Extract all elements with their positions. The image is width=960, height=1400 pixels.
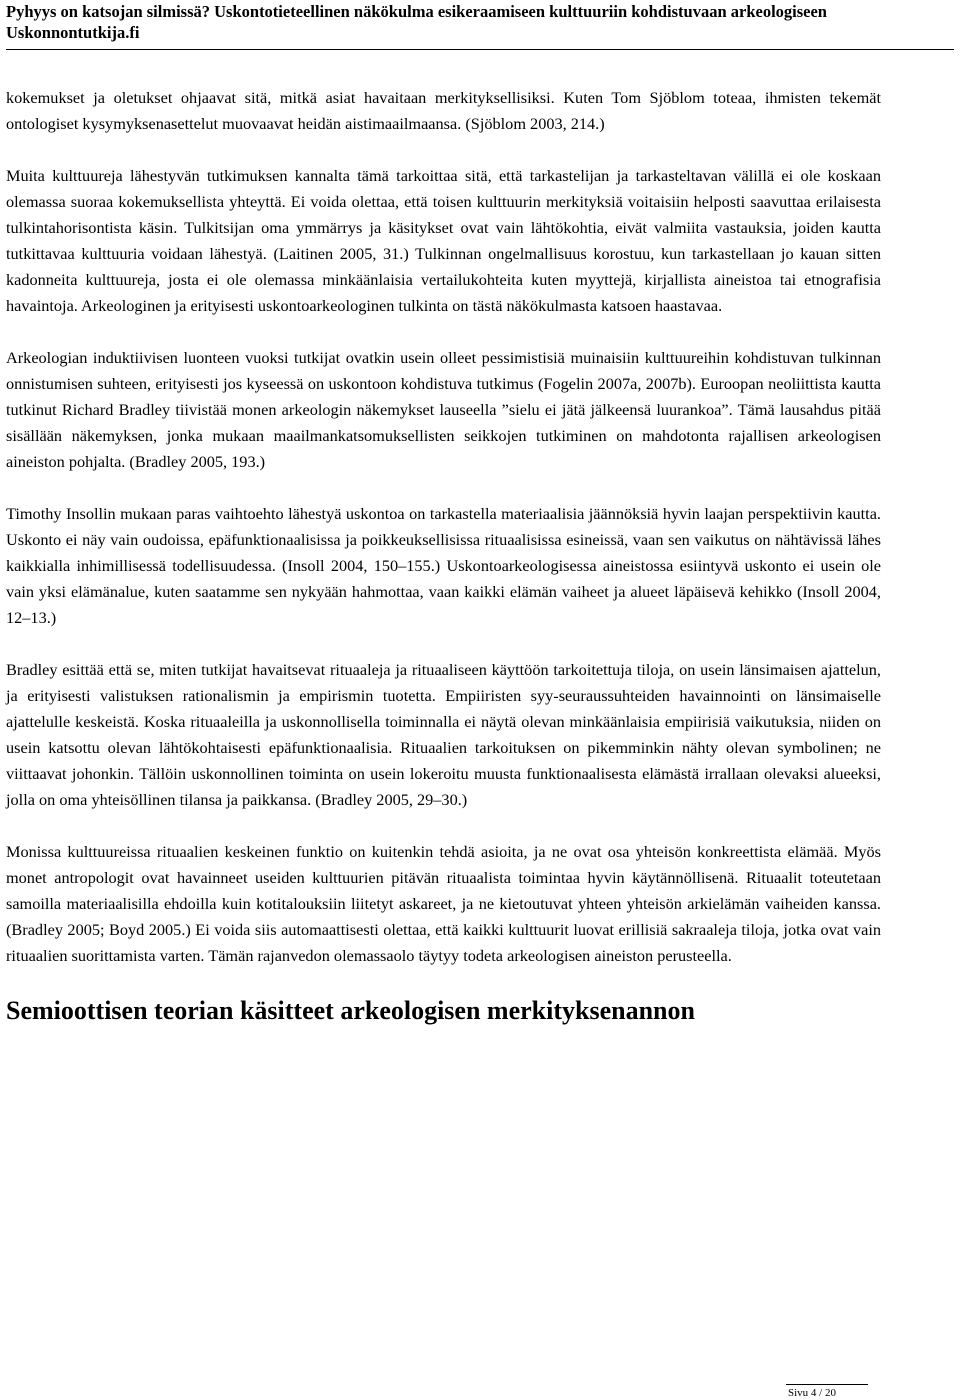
document-body [6, 85, 881, 1027]
paragraph-3: Arkeologian induktiivisen luonteen vuoksi tutkijat ovatkin usein olleet pessimistisiä muinaisiin kulttuureihin kohdistuvan tulkinnan onnistumisen suhteen, erityisesti jos kyseessä on uskontoon kohdistuva tutkimus (Fogelin 2007a, 2007b). Euroopan neoliittista kautta tutkinut Richard Bradley tiivistää monen arkeologin näkemykset lauseella ”sielu ei jätä jälkeensä luurankoa”. Tämä lausahdus pitää sisällään näkemyksen, jonka mukaan maailmankatsomuksellisten seikkojen tutkiminen on mahdotonta rajallisen arkeologisen aineiston pohjalta. (Bradley 2005, 193.) [6, 348, 881, 471]
running-header [6, 0, 954, 50]
footer-rule [786, 1384, 868, 1385]
paragraph-2: Muita kulttuureja lähestyvän tutkimuksen kannalta tämä tarkoittaa sitä, että tarkastelijan ja tarkasteltavan välillä ei ole koskaan olemassa suoraa kokemuksellista yhteyttä. Ei voida olettaa, että toisen kulttuurin merkityksiä voitaisiin helposti saavuttaa erilaisesta tulkintahorisontista käsin. Tulkitsijan oma ymmärrys ja käsitykset ovat vain lähtökohtia, eivät valmiita vastauksia, joiden kautta tutkittavaa kulttuuria voidaan lähestyä. (Laitinen 2005, 31.) Tulkinnan ongelmallisuus korostuu, kun tarkastellaan jo kauan sitten kadonneita kulttuureja, josta ei ole olemassa minkäänlaisia vertailukohteita kuten myyttejä, kirjallista aineistoa tai etnografisia havaintoja. Arkeologinen ja erityisesti uskontoarkeologinen tulkinta on tästä näkökulmasta katsoen haastavaa. [6, 166, 881, 315]
page-number: Sivu 4 / 20 [788, 1387, 836, 1399]
paragraph-5: Bradley esittää että se, miten tutkijat havaitsevat rituaaleja ja rituaaliseen käyttöön tarkoitettuja tiloja, on usein länsimaisen ajattelun, ja erityisesti valistuksen rationalismin ja empirismin tuotetta. Empiiristen syy-seuraussuhteiden havainnointi on länsimaiselle ajattelulle keskeistä. Koska rituaaleilla ja uskonnollisella toiminnalla ei näytä olevan minkäänlaisia empiirisiä vaikutuksia, niiden on usein katsottu olevan lähtökohtaisesti epäfunktionaalisia. Rituaalien tarkoituksen on pikemminkin nähty olevan symbolinen; ne viittaavat johonkin. Tällöin uskonnollinen toiminta on usein lokeroitu muusta funktionaalisesta elämästä irrallaan olevaksi alueeksi, jolla on oma yhteisöllinen tilansa ja paikkansa. (Bradley 2005, 29–30.) [6, 660, 881, 809]
paragraph-4: Timothy Insollin mukaan paras vaihtoehto lähestyä uskontoa on tarkastella materiaalisia jäännöksiä hyvin laajan perspektiivin kautta. Uskonto ei näy vain oudoissa, epäfunktionaalisissa ja poikkeuksellisissa rituaalisissa esineissä, vaan sen vaikutus on nähtävissä lähes kaikkialla inhimillisessä todellisuudessa. (Insoll 2004, 150–155.) Uskontoarkeologisessa aineistossa esiintyvä uskonto ei usein ole vain yksi elämänalue, kuten saatamme sen nykyään hahmottaa, vaan kaikki elämän vaiheet ja alueet läpäisevä kehikko (Insoll 2004, 12–13.) [6, 504, 881, 627]
section-heading: Semioottisen teorian käsitteet arkeologisen merkityksenannon [6, 996, 695, 1025]
header-title: Pyhyys on katsojan silmissä? Uskontotieteellinen näkökulma esikeraamiseen kulttuuriin kohdistuvaan arkeologiseen [6, 2, 827, 21]
header-rule [6, 49, 954, 50]
header-source: Uskonnontutkija.fi [6, 23, 140, 42]
paragraph-1: kokemukset ja oletukset ohjaavat sitä, mitkä asiat havaitaan merkityksellisiksi. Kuten Tom Sjöblom toteaa, ihmisten tekemät ontologiset kysymyksenasettelut muovaavat heidän aistimaailmaansa. (Sjöblom 2003, 214.) [6, 88, 881, 133]
paragraph-6: Monissa kulttuureissa rituaalien keskeinen funktio on kuitenkin tehdä asioita, ja ne ovat osa yhteisön konkreettista elämää. Myös monet antropologit ovat havainneet useiden kulttuurien pitävän rituaalista toimintaa hyvin käytännöllisenä. Rituaalit toteutetaan samoilla materiaalisilla ehdoilla kuin kotitalouksiin liitetyt askareet, ja ne kietoutuvat yhteen yhteisön arkielämän vaiheiden kanssa. (Bradley 2005; Boyd 2005.) Ei voida siis automaattisesti olettaa, että kaikki kulttuurit luovat erillisiä sakraaleja tiloja, jotka ovat vain rituaalien suorittamista varten. Tämän rajanvedon olemassaolo täytyy todeta arkeologisen aineiston perusteella. [6, 842, 881, 965]
